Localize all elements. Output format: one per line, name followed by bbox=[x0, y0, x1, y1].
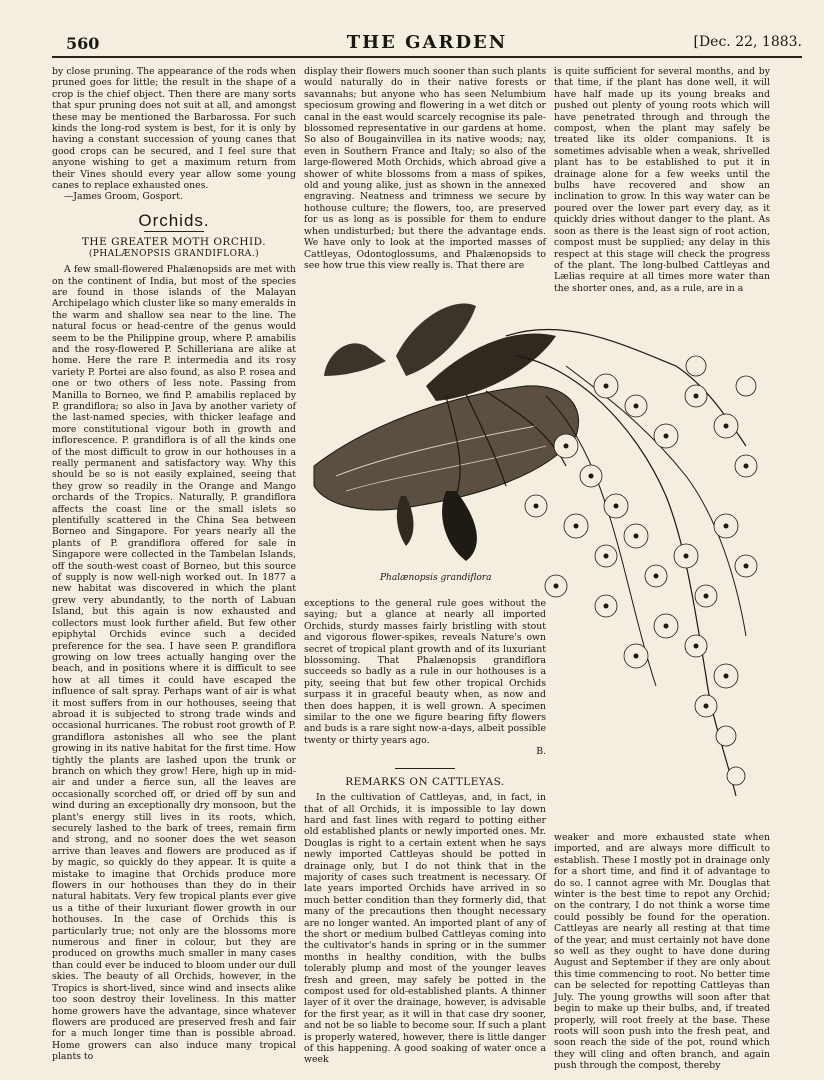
signature: B. bbox=[536, 746, 546, 758]
article-paragraph: In the cultivation of Cattleyas, and, in fact, in that of all Orchids, it is impossible to lay down hard and fast lines with regard to potting either old established plants or newly imported ones. Mr. Douglas is right to a certain extent when he says newly imported Cattleyas should be potted in drainage only, but I do not think that in the majority of cases such treatment is necessary. Of late years imported Orchids have arrived in so much better condition than they formerly did, that many of the precautions then thought necessary are no longer wanted. An imported plant of any of the short or medium bulbed Cattleyas coming into the cultivator's hands in spring or in the summer months in healthy condition, with the bulbs tolerably plump and most of the younger leaves fresh and green, may safely be potted in the compost used for old-established plants. A thinner layer of it over the drainage, however, is advisable for the first year, as it will in that case dry sooner, and not be so liable to become sour. If such a plant is properly watered, however, there is little danger of this happening. A good soaking of water once a week bbox=[304, 792, 546, 1066]
article-paragraph: weaker and more exhausted state when imported, and are always more difficult to establish. These I mostly pot in drainage only for a short time, and find it of advantage to do so. I cannot agree with Mr. Douglas that winter is the best time to repot any Orchid; on the contrary, I do not think a worse time could possibly be found for the operation. Cattleyas are nearly all resting at that time of the year, and must certainly not have done so well as they ought to have done during August and September if they are only about this time commencing to root. No better time can be selected for repotting Cattleyas than July. The young growths will soon after that begin to make up their bulbs, and, if treated properly, will root freely at the base. These roots will soon push into the fresh peat, and soon reach the side of the pot, round which they will cling and often branch, and again push through the compost, thereby bbox=[554, 832, 770, 1072]
article-paragraph: exceptions to the general rule goes without the saying; but a glance at nearly all imported Orchids, sturdy masses fairly bristling with stout and vigorous flower-spikes, reveals Nature's own secret of tropical plant growth and of its luxuriant blossoming. That Phalænopsis grandiflora succeeds so badly as a rule in our hothouses is a pity, seeing that but few other tropical Orchids surpass it in graceful beauty when, as now and then does happen, it is well grown. A specimen similar to the one we figure bearing fifty flowers and buds is a rare sight now-a-days, albeit possible twenty or thirty years ago. bbox=[304, 598, 546, 746]
page-number: 560 bbox=[66, 34, 100, 53]
divider bbox=[395, 768, 455, 769]
column-2-top bbox=[304, 66, 546, 271]
article-subtitle: (PHALÆNOPSIS GRANDIFLORA.) bbox=[88, 248, 260, 259]
column-2-bottom bbox=[304, 598, 546, 1066]
article-paragraph: is quite sufficient for several months, and by that time, if the plant has done well, it will have half made up its young breaks and pushed out plenty of young roots which will have penetrated through and through the compost, when the plant may safely be treated like its older companions. It is sometimes advisable when a weak, shrivelled plant has to be established to put it in drainage alone for a few weeks until the bulbs have recovered and show an inclination to grow. In this way water can be poured over the lower part every day, as it quickly dries without danger to the plant. As soon as there is the least sign of root action, compost must be supplied; any delay in this respect at this stage will check the progress of the plant. The long-bulbed Cattleyas and Lælias require at all times more water than the shorter ones, and, as a rule, are in a bbox=[554, 66, 770, 294]
column-1 bbox=[52, 66, 296, 1063]
issue-date: [Dec. 22, 1883. bbox=[693, 34, 802, 50]
article-title: THE GREATER MOTH ORCHID. bbox=[81, 236, 267, 249]
article-title: REMARKS ON CATTLEYAS. bbox=[345, 775, 505, 788]
column-3-bottom bbox=[554, 832, 770, 1072]
intro-paragraph: by close pruning. The appearance of the rods when pruned goes for little; the result in the shape of a crop is the chief object. Then there are many sorts that spur pruning does not suit at all, and amongst these may be mentioned the Barbarossa. For such kinds the long-rod system is best, for it is only by having a constant succession of young canes that good crops can be secured, and I feel sure that anyone wishing to get a maximum return from their Vines should every year allow some young canes to replace exhausted ones. bbox=[52, 66, 296, 192]
article-paragraph: display their flowers much sooner than such plants would naturally do in their native forests or savannahs; but anyone who has seen Nelumbium speciosum growing and flowering in a wet ditch or canal in the east would scarcely recognise its pale-blossomed representative in our gardens at home. So also of Bougainvillea in its native woods; nay, even in Southern France and Italy; so also of the large-flowered Moth Orchids, which abroad give a shower of white blossoms from a mass of spikes, old and young alike, just as shown in the annexed engraving. Neatness and trimness we secure by hothouse culture; the flowers, too, are preserved for us as long as is possible for them to endure when undisturbed; but there the advantage ends. We have only to look at the imported masses of Cattleyas, Odontoglossums, and Phalænopsids to see how true this view really is. That there are bbox=[304, 66, 546, 271]
article-paragraph: A few small-flowered Phalænopsids are met with on the continent of India, but most of the species are found in those islands of the Malayan Archipelago which cluster like so many emeralds in the warm and shallow sea near to the line. The natural focus or head-centre of the genus would seem to be the Philippine group, where P. amabilis and the rosy-flowered P. Schilleriana are alike at home. Here the rare P. intermedia and its rosy variety P. Portei are also found, as also P. rosea and one or two others of less note. Passing from Manilla to Borneo, we find P. amabilis replaced by P. grandiflora; so also in Java by another variety of the last-named species, with thicker leafage and more constitutional vigour both in growth and inflorescence. P. grandiflora is of all the kinds one of the most difficult to grow in our hothouses in a really permanent and satisfactory way. Why this should be so is not easily explained, seeing that they grow so readily in the Orange and Mango orchards of the Tropics. Naturally, P. grandiflora affects the coast line or the small islets so plentifully scattered in the China Sea between Borneo and Singapore. For years nearly all the plants of P. grandiflora offered for sale in Singapore were collected in the Tambelan Islands, off the south-west coast of Borneo, but this source of supply is now well-nigh worked out. In 1877 a new habitat was discovered in which the plant grew very abundantly, to the north of Labuan Island, but this again is now exhausted and collectors must look further afield. But few other epiphytal Orchids evince such a decided preference for the sea. I have seen P. grandiflora growing on low trees actually hanging over the beach, and in positions where it is difficult to see how at all times it could have escaped the influence of salt spray. Perhaps want of air is what it most suffers from in our hothouses, seeing that abroad it is subjected to strong trade winds and occasional hurricanes. The robust root growth of P. grandiflora astonishes all who see the plant growing in its native habitat for the first time. How tightly the plants are lashed upon the trunk or branch on which they grow! Here, high up in mid-air and under a fierce sun, all the leaves are occasionally scorched off, or dried off by sun and wind during an exceptionally dry monsoon, but the plant's energy still lives in its roots, which, securely lashed to the bark of trees, remain firm and strong, and no sooner does the wet season arrive than leaves and flowers are produced as if by magic, so quickly do they appear. It is quite a mistake to imagine that Orchids produce more flowers in our hothouses than they do in their natural habitats. Very few tropical plants ever give us a tithe of their luxuriant flower growth in our hothouses. In the case of Orchids this is particularly true; not only are the blossoms more numerous and finer in colour, but they are produced on growths much smaller in many cases than could ever be induced to bloom under our dull skies. The beauty of all Orchids, however, in the Tropics is short-lived, since wind and insects alike too soon destroy their loveliness. In this matter home growers have the advantage, since whatever flowers are produced are preserved fresh and fair for a much longer time than is possible abroad. Home growers can also induce many tropical plants to bbox=[52, 264, 296, 1063]
figure-caption: Phalænopsis grandiflora bbox=[380, 573, 492, 583]
signature: —James Groom, Gosport. bbox=[64, 191, 183, 203]
divider bbox=[144, 231, 204, 232]
column-3-top bbox=[554, 66, 770, 294]
section-title: Orchids. bbox=[138, 210, 210, 230]
page-header bbox=[52, 34, 802, 58]
masthead-title: THE GARDEN bbox=[346, 32, 508, 53]
